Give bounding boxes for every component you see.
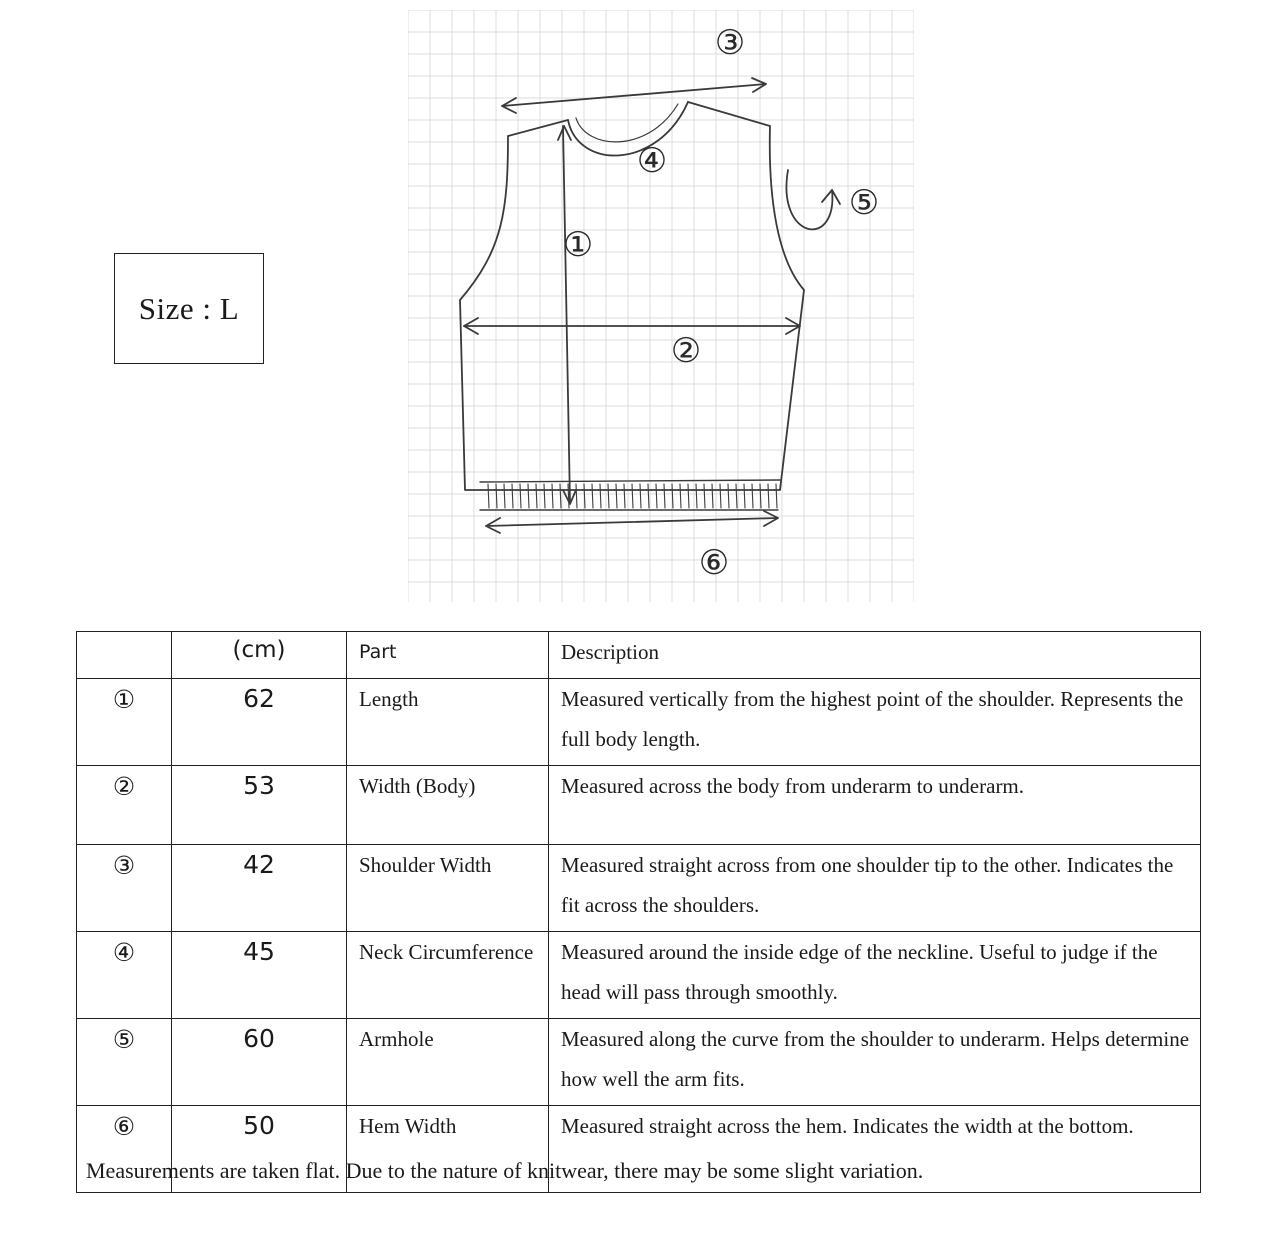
row-description: Measured along the curve from the shoulder to underarm. Helps determine how well the arm fits. xyxy=(549,1019,1201,1106)
measurement-note: Measurements are taken flat. Due to the nature of knitwear, there may be some slight variation. xyxy=(86,1158,924,1183)
header-part: Part xyxy=(347,632,549,679)
row-num: ② xyxy=(77,766,172,845)
row-value: 50 xyxy=(172,1106,347,1193)
armhole-arrow xyxy=(786,170,840,229)
measurement-table xyxy=(76,631,1201,1193)
header-num xyxy=(77,632,172,679)
row-part: Shoulder Width xyxy=(347,845,549,932)
table-row xyxy=(77,845,1201,932)
hem-ribbing xyxy=(480,480,780,510)
row-num: ③ xyxy=(77,845,172,932)
row-part: Armhole xyxy=(347,1019,549,1106)
table-row xyxy=(77,679,1201,766)
table-header-row xyxy=(77,632,1201,679)
row-part: Hem Width xyxy=(347,1106,549,1193)
row-description: Measured vertically from the highest point of the shoulder. Represents the full body length. xyxy=(549,679,1201,766)
marker-1: ① xyxy=(562,225,594,265)
row-description: Measured around the inside edge of the neckline. Useful to judge if the head will pass through smoothly. xyxy=(549,932,1201,1019)
marker-5: ⑤ xyxy=(848,183,880,223)
row-part: Length xyxy=(347,679,549,766)
row-value: 62 xyxy=(172,679,347,766)
shoulder-arrow xyxy=(502,78,766,113)
row-num: ⑤ xyxy=(77,1019,172,1106)
row-value: 42 xyxy=(172,845,347,932)
row-value: 60 xyxy=(172,1019,347,1106)
row-part: Neck Circumference xyxy=(347,932,549,1019)
length-arrow xyxy=(558,126,576,504)
row-description: Measured straight across from one shoulder tip to the other. Indicates the fit across the shoulders. xyxy=(549,845,1201,932)
row-num: ① xyxy=(77,679,172,766)
row-description: Measured across the body from underarm to underarm. xyxy=(549,766,1201,845)
header-description: Description xyxy=(549,632,1201,679)
vest-sketch-diagram xyxy=(408,10,914,602)
row-description: Measured straight across the hem. Indicates the width at the bottom. xyxy=(549,1106,1201,1193)
size-label: Size : L xyxy=(114,253,264,364)
grid-paper xyxy=(408,10,914,602)
row-num: ④ xyxy=(77,932,172,1019)
row-value: 45 xyxy=(172,932,347,1019)
row-num: ⑥ xyxy=(77,1106,172,1193)
marker-3: ③ xyxy=(714,23,746,63)
marker-2: ② xyxy=(670,331,702,371)
marker-4: ④ xyxy=(636,141,668,181)
table-row xyxy=(77,932,1201,1019)
marker-6: ⑥ xyxy=(698,543,730,583)
hem-arrow xyxy=(486,511,778,533)
width-arrow xyxy=(464,318,800,334)
header-unit: (cm) xyxy=(172,632,347,679)
table-row xyxy=(77,1019,1201,1106)
row-value: 53 xyxy=(172,766,347,845)
row-part: Width (Body) xyxy=(347,766,549,845)
table-row xyxy=(77,766,1201,845)
